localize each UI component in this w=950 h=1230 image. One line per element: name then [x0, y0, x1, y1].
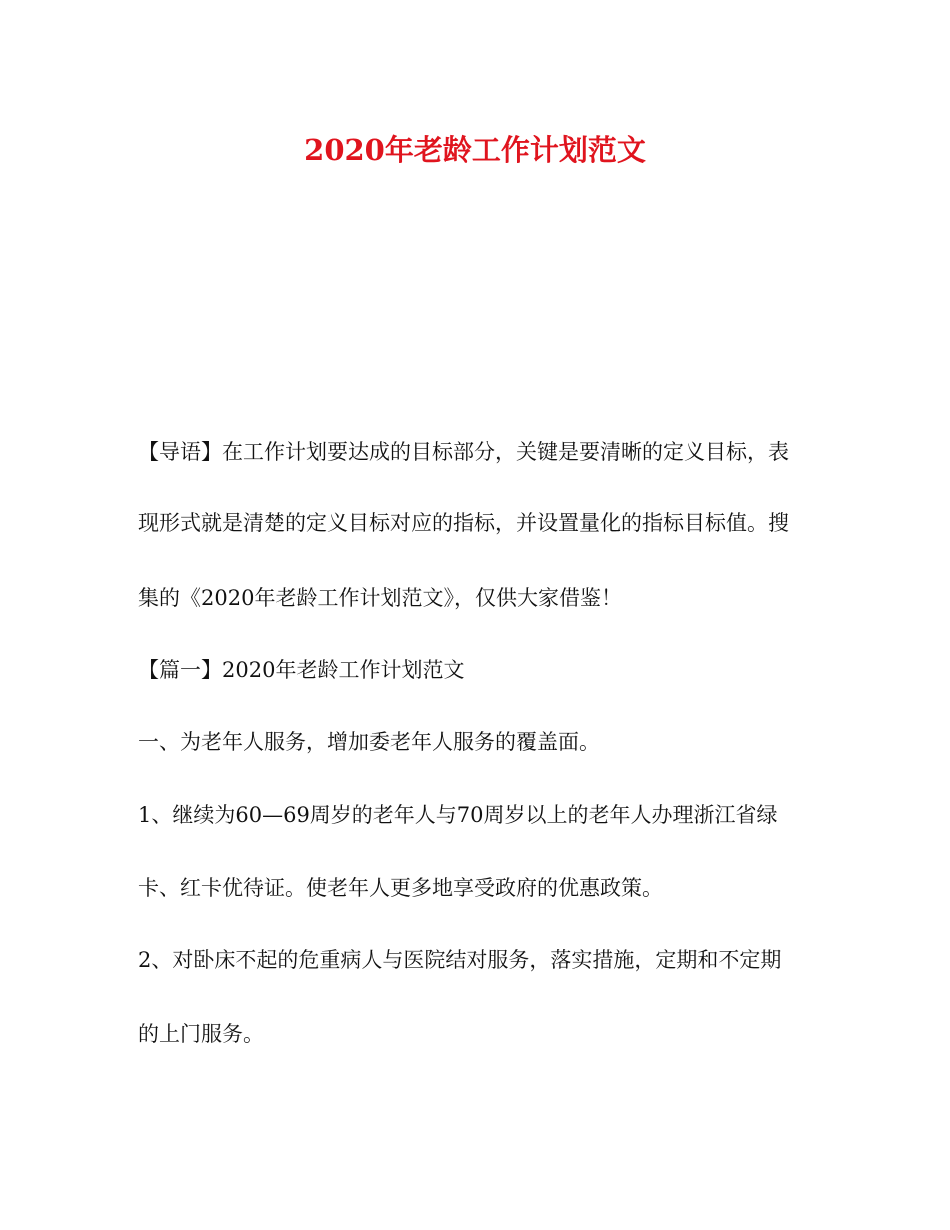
list-item-2-line-2: 的上门服务。: [138, 1022, 264, 1046]
list-item-2-line-1: 2、对卧床不起的危重病人与医院结对服务，落实措施，定期和不定期: [138, 948, 782, 972]
paragraph-line-intro-3: 集的《2020年老龄工作计划范文》，仅供大家借鉴！: [138, 586, 622, 610]
list-item-1-line-2: 卡、红卡优待证。使老年人更多地享受政府的优惠政策。: [138, 876, 663, 900]
paragraph-line-intro-2: 现形式就是清楚的定义目标对应的指标，并设置量化的指标目标值。搜: [138, 511, 789, 535]
list-item-1-line-1: 1、继续为60—69周岁的老年人与70周岁以上的老年人办理浙江省绿: [138, 803, 778, 827]
section-heading-part-one: 【篇一】2020年老龄工作计划范文: [138, 658, 465, 682]
list-heading-one: 一、为老年人服务，增加委老年人服务的覆盖面。: [138, 730, 600, 754]
paragraph-line-intro-1: 【导语】在工作计划要达成的目标部分，关键是要清晰的定义目标，表: [138, 440, 789, 464]
document-title: 2020年老龄工作计划范文: [304, 133, 646, 167]
